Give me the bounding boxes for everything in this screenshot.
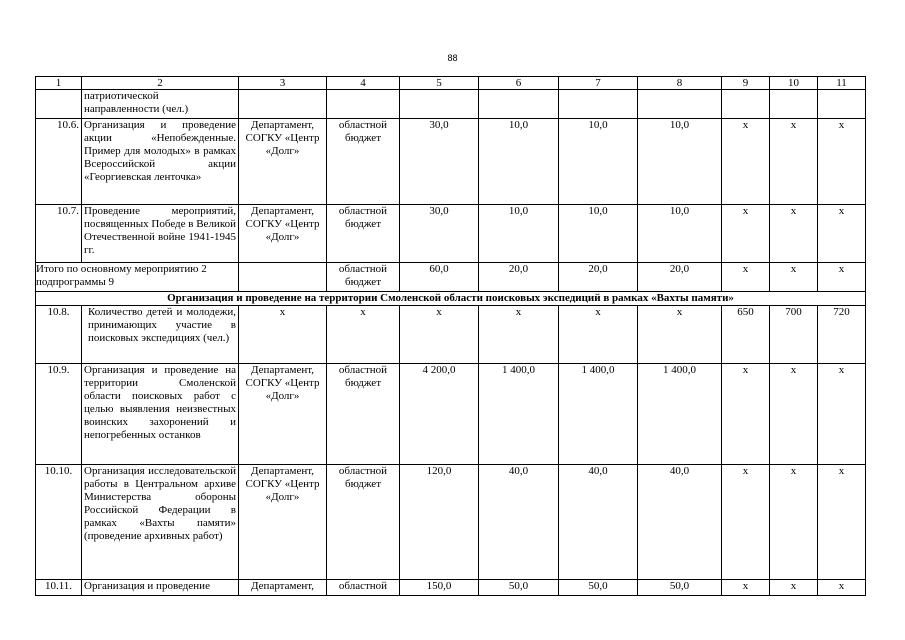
column-number: 3 xyxy=(239,77,327,90)
total-row xyxy=(36,263,866,292)
row-value: x xyxy=(638,306,722,364)
row-value: 60,0 xyxy=(400,263,479,292)
row-value: x xyxy=(722,364,770,465)
column-number: 1 xyxy=(36,77,82,90)
column-number: 5 xyxy=(400,77,479,90)
row-number: 10.9. xyxy=(36,364,82,465)
row-name: Проведение мероприятий, посвященных Победе в Великой Отечественной войне 1941-1945 гг. xyxy=(82,205,239,263)
row-value: 10,0 xyxy=(638,205,722,263)
row-value xyxy=(559,90,638,119)
row-value: x xyxy=(722,263,770,292)
row-number: 10.6. xyxy=(36,119,82,205)
row-value: x xyxy=(770,263,818,292)
row-executor: Департамент, СОГКУ «Центр «Долг» xyxy=(239,364,327,465)
table-row xyxy=(36,465,866,580)
row-source: областной бюджет xyxy=(327,119,400,205)
row-value: x xyxy=(770,205,818,263)
row-value xyxy=(400,90,479,119)
row-value: x xyxy=(722,465,770,580)
row-value: 4 200,0 xyxy=(400,364,479,465)
row-value: x xyxy=(818,580,866,596)
row-value: x xyxy=(770,465,818,580)
row-number: 10.8. xyxy=(36,306,82,364)
row-value xyxy=(638,90,722,119)
row-value: 10,0 xyxy=(559,205,638,263)
row-source xyxy=(327,90,400,119)
row-source: областной бюджет xyxy=(327,465,400,580)
row-number: 10.10. xyxy=(36,465,82,580)
page-number: 88 xyxy=(447,53,458,63)
row-executor: Департамент, СОГКУ «Центр «Долг» xyxy=(239,465,327,580)
table-row xyxy=(36,119,866,205)
column-number: 2 xyxy=(82,77,239,90)
row-value: 1 400,0 xyxy=(638,364,722,465)
row-value: 10,0 xyxy=(479,119,559,205)
column-number: 4 xyxy=(327,77,400,90)
budget-table xyxy=(35,76,866,596)
row-value: 720 xyxy=(818,306,866,364)
row-value: 40,0 xyxy=(559,465,638,580)
row-source: областной бюджет xyxy=(327,364,400,465)
table-row xyxy=(36,205,866,263)
row-source: областной бюджет xyxy=(327,205,400,263)
table-row xyxy=(36,580,866,596)
row-value xyxy=(479,90,559,119)
row-number xyxy=(36,90,82,119)
row-value: 50,0 xyxy=(559,580,638,596)
row-value: 40,0 xyxy=(479,465,559,580)
row-source: x xyxy=(327,306,400,364)
table-row xyxy=(36,306,866,364)
row-value: x xyxy=(400,306,479,364)
total-label: Итого по основному мероприятию 2 подпрограммы 9 xyxy=(36,263,239,292)
row-value xyxy=(770,90,818,119)
row-value: 30,0 xyxy=(400,119,479,205)
column-number: 9 xyxy=(722,77,770,90)
row-value: x xyxy=(818,465,866,580)
row-value: 10,0 xyxy=(479,205,559,263)
row-executor xyxy=(239,90,327,119)
row-name: патриотической направленности (чел.) xyxy=(82,90,239,119)
row-value: 1 400,0 xyxy=(559,364,638,465)
row-value: 700 xyxy=(770,306,818,364)
row-executor: Департамент, СОГКУ «Центр «Долг» xyxy=(239,205,327,263)
row-name: Организация и проведение акции «Непобежденные. Пример для молодых» в рамках Всероссийской акции «Георгиевская ленточка» xyxy=(82,119,239,205)
row-value: x xyxy=(479,306,559,364)
row-executor: x xyxy=(239,306,327,364)
row-value: 650 xyxy=(722,306,770,364)
row-value: 50,0 xyxy=(479,580,559,596)
row-name: Организация и проведение на территории Смоленской области поисковых работ с целью выявления неизвестных воинских захоронений и непогребенных останков xyxy=(82,364,239,465)
table-row xyxy=(36,364,866,465)
row-value: x xyxy=(818,119,866,205)
column-number: 10 xyxy=(770,77,818,90)
section-row xyxy=(36,292,866,306)
row-value: 20,0 xyxy=(559,263,638,292)
row-value: x xyxy=(722,205,770,263)
row-value: x xyxy=(770,580,818,596)
row-value: 10,0 xyxy=(559,119,638,205)
row-value: 50,0 xyxy=(638,580,722,596)
column-number: 8 xyxy=(638,77,722,90)
row-name: Количество детей и молодежи, принимающих участие в поисковых экспедициях (чел.) xyxy=(82,306,239,364)
row-value: 150,0 xyxy=(400,580,479,596)
row-value: x xyxy=(818,263,866,292)
row-value: 20,0 xyxy=(479,263,559,292)
row-number: 10.7. xyxy=(36,205,82,263)
row-value: x xyxy=(770,119,818,205)
row-value: 120,0 xyxy=(400,465,479,580)
section-title: Организация и проведение на территории Смоленской области поисковых экспедиций в рамках «Вахты памяти» xyxy=(36,292,866,306)
column-number: 7 xyxy=(559,77,638,90)
row-value: x xyxy=(770,364,818,465)
column-number: 11 xyxy=(818,77,866,90)
row-value xyxy=(722,90,770,119)
row-value: x xyxy=(722,119,770,205)
row-value: 10,0 xyxy=(638,119,722,205)
table-row xyxy=(36,90,866,119)
row-number: 10.11. xyxy=(36,580,82,596)
column-number-row xyxy=(36,77,866,90)
row-value: x xyxy=(722,580,770,596)
row-executor: Департамент, xyxy=(239,580,327,596)
row-value: x xyxy=(818,364,866,465)
row-value: 20,0 xyxy=(638,263,722,292)
row-value: 30,0 xyxy=(400,205,479,263)
row-source: областной xyxy=(327,580,400,596)
row-value: 40,0 xyxy=(638,465,722,580)
row-source: областной бюджет xyxy=(327,263,400,292)
row-value: x xyxy=(559,306,638,364)
row-executor: Департамент, СОГКУ «Центр «Долг» xyxy=(239,119,327,205)
row-value: x xyxy=(818,205,866,263)
row-name: Организация исследовательской работы в Центральном архиве Министерства обороны Российской Федерации в рамках «Вахты памяти» (проведение архивных работ) xyxy=(82,465,239,580)
row-value xyxy=(818,90,866,119)
row-name: Организация и проведение xyxy=(82,580,239,596)
row-value: 1 400,0 xyxy=(479,364,559,465)
row-executor xyxy=(239,263,327,292)
column-number: 6 xyxy=(479,77,559,90)
